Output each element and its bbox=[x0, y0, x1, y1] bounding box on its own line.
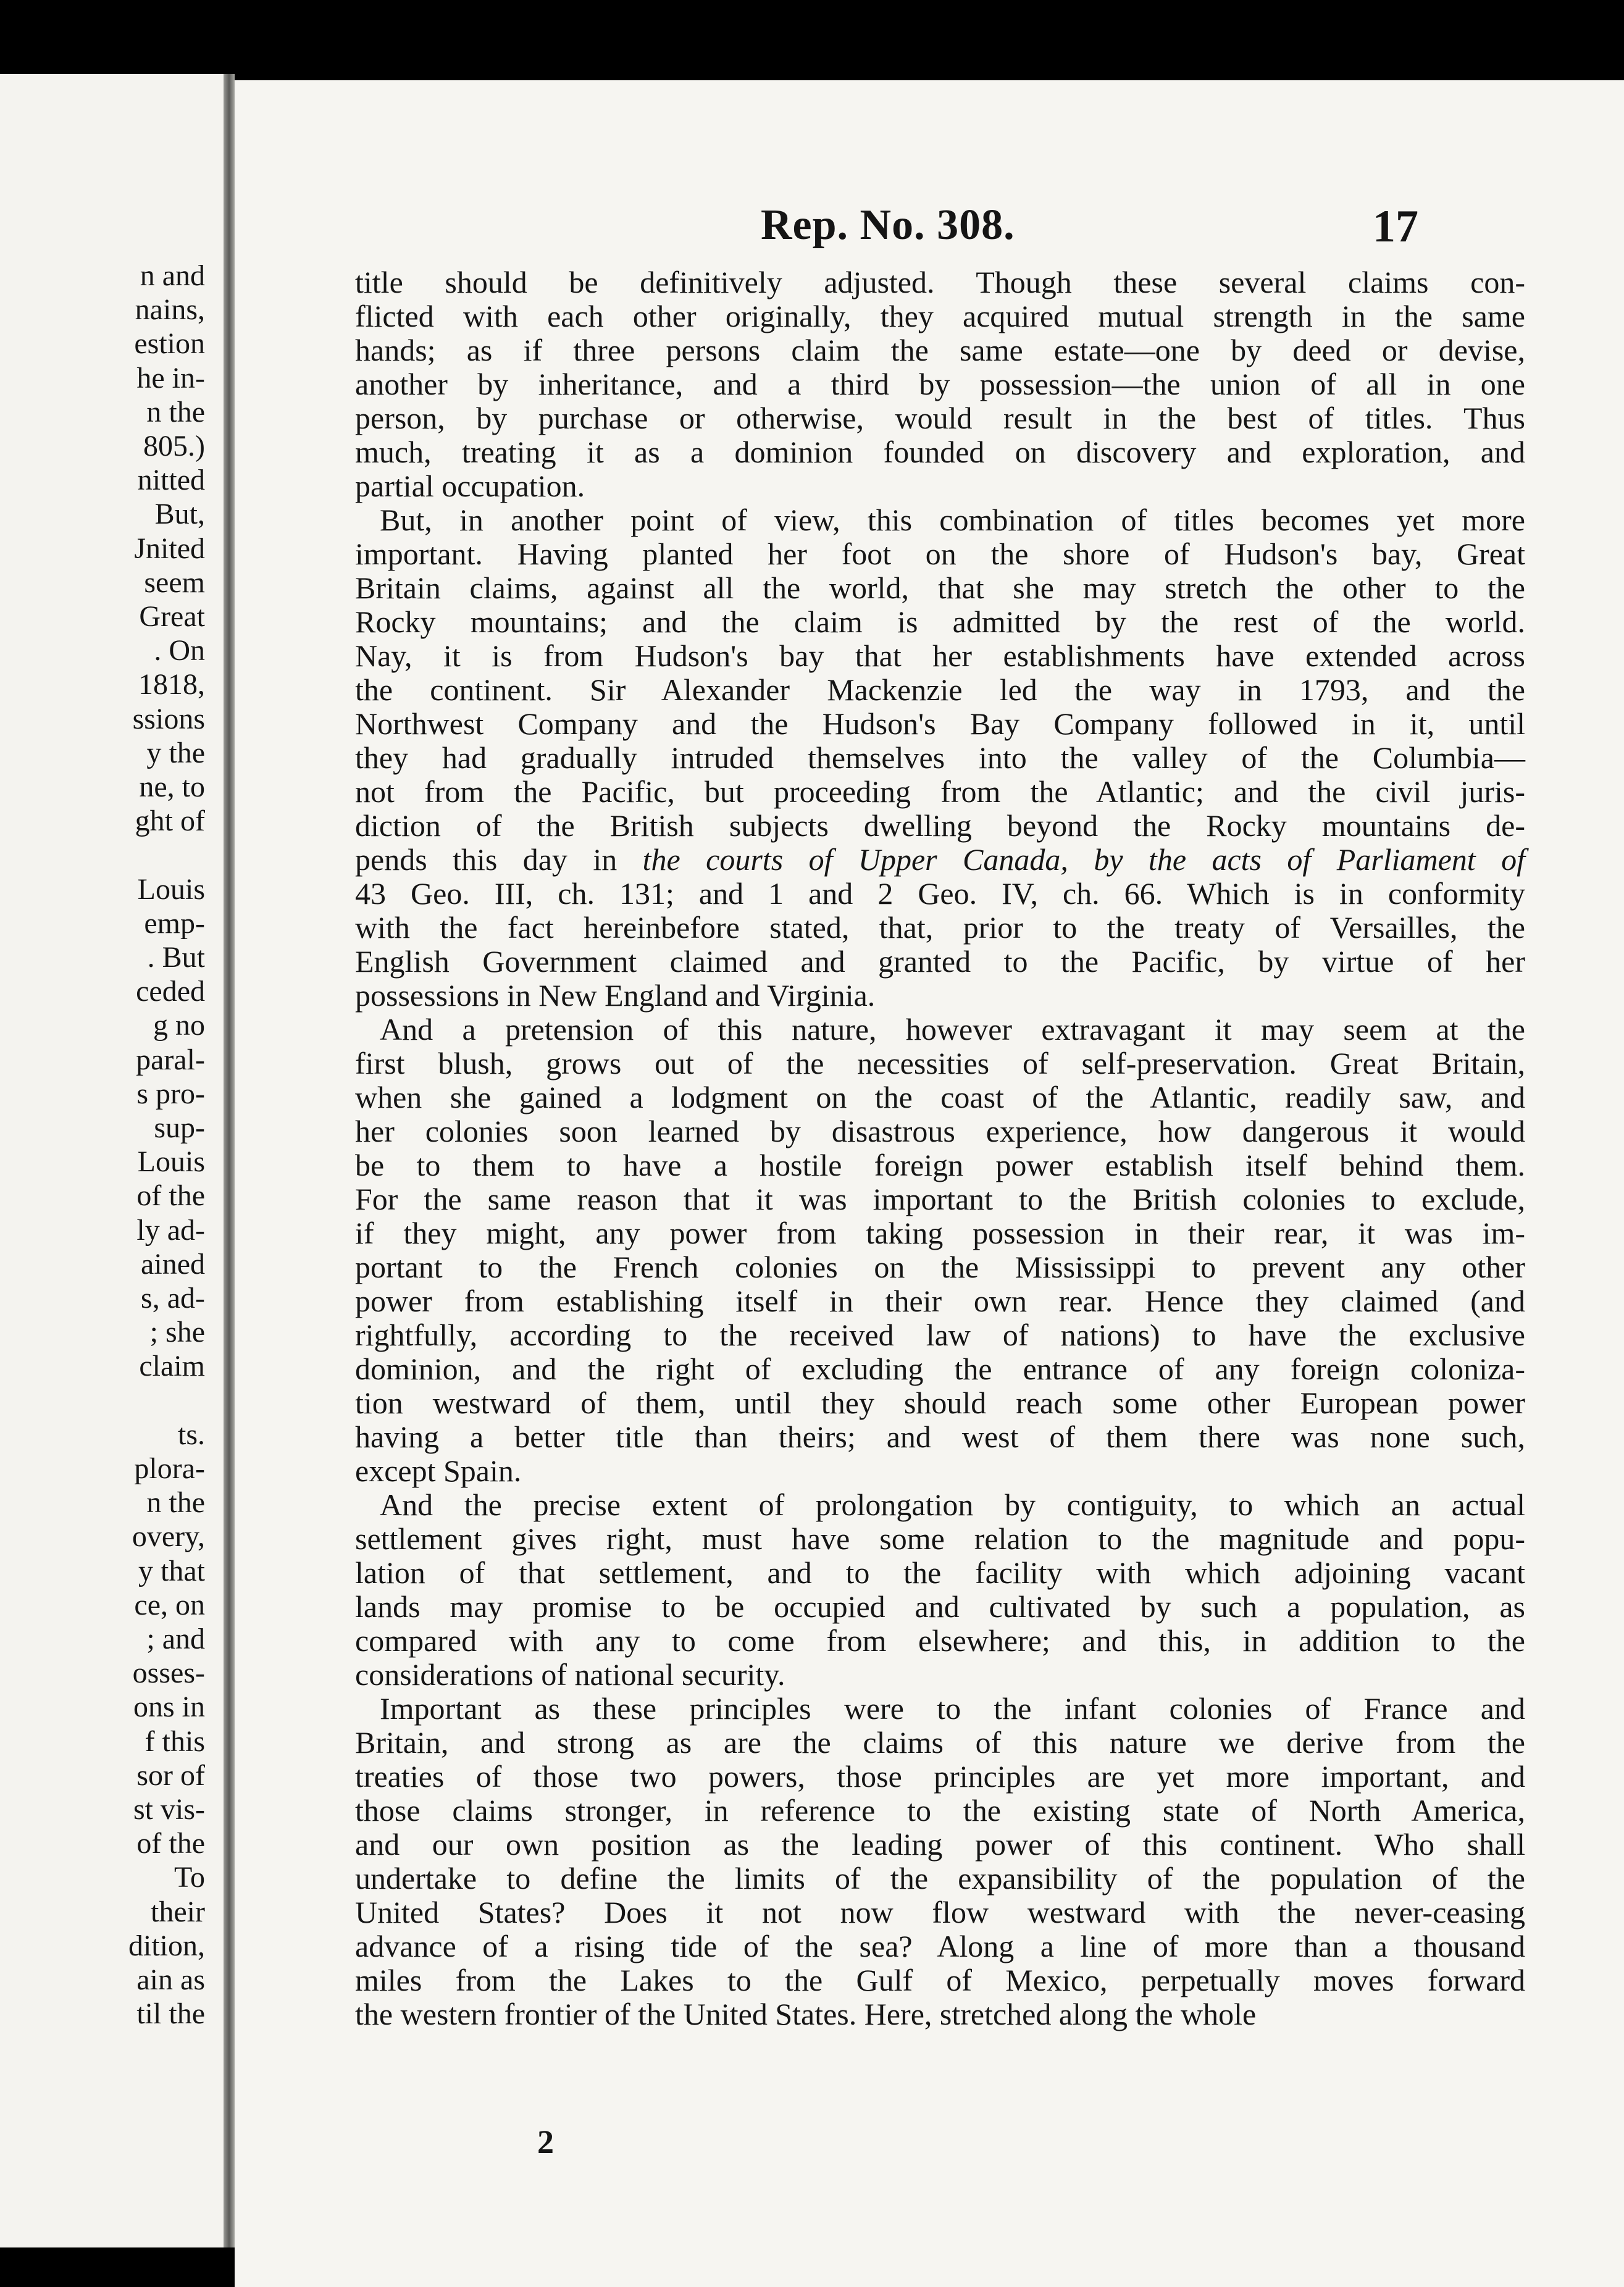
text-line: title should be definitively adjusted. Though these several claims con- bbox=[355, 265, 1525, 299]
left-page-line: . But bbox=[147, 941, 205, 974]
left-page-line: f this bbox=[144, 1725, 205, 1758]
text-line: with the fact hereinbefore stated, that, prior to the treaty of Versailles, the bbox=[355, 910, 1525, 945]
text-line: Britain, and strong as are the claims of this nature we derive from the bbox=[355, 1725, 1525, 1760]
text-line: lands may promise to be occupied and cultivated by such a population, as bbox=[355, 1589, 1525, 1624]
left-page-line: 805.) bbox=[143, 430, 205, 462]
text-line: power from establishing itself in their own rear. Hence they claimed (and bbox=[355, 1284, 1525, 1318]
left-page-line: emp- bbox=[144, 906, 205, 940]
left-page-line: he in- bbox=[136, 361, 205, 395]
left-page-line: of the bbox=[136, 1827, 205, 1860]
text-line: important. Having planted her foot on the shore of Hudson's bay, Great bbox=[355, 537, 1525, 571]
left-page-line: dition, bbox=[128, 1929, 205, 1962]
left-page-line: ceded bbox=[136, 975, 205, 1008]
right-page bbox=[235, 80, 1624, 2287]
text-line: rightfully, according to the received law of nations) to have the exclusive bbox=[355, 1318, 1525, 1352]
page-header bbox=[235, 201, 1624, 256]
left-page-line: til the bbox=[136, 1997, 205, 2031]
left-page-line: ly ad- bbox=[136, 1213, 205, 1247]
text-line: when she gained a lodgment on the coast of the Atlantic, readily saw, and bbox=[355, 1080, 1525, 1114]
left-page-line: overy, bbox=[132, 1520, 205, 1553]
left-page-line: st vis- bbox=[133, 1793, 205, 1826]
left-page-line: osses- bbox=[132, 1657, 205, 1690]
left-page-line: n the bbox=[146, 395, 205, 429]
paragraph bbox=[355, 1488, 1525, 1692]
text-line: partial occupation. bbox=[355, 469, 585, 503]
left-page-line: n the bbox=[146, 1486, 205, 1520]
italic-citation: the courts of Upper Canada, by the acts of Parliament of bbox=[642, 842, 1525, 877]
text-line: if they might, any power from taking possession in their rear, it was im- bbox=[355, 1216, 1525, 1250]
left-page-line: But, bbox=[154, 498, 205, 531]
text-line: Britain claims, against all the world, that she may stretch the other to the bbox=[355, 571, 1525, 605]
text-line: tion westward of them, until they should reach some other European power bbox=[355, 1386, 1525, 1420]
text-line: possessions in New England and Virginia. bbox=[355, 978, 876, 1013]
left-page-line: ce, on bbox=[134, 1588, 205, 1621]
left-page-line: ssions bbox=[132, 702, 205, 735]
text-line: Rocky mountains; and the claim is admitted by the rest of the world. bbox=[355, 604, 1525, 639]
book-gutter bbox=[224, 74, 235, 2247]
left-page-fragment bbox=[0, 74, 224, 2247]
text-line: undertake to define the limits of the expansibility of the population of the bbox=[355, 1861, 1525, 1896]
text-line: 43 Geo. III, ch. 131; and 1 and 2 Geo. IV, ch. 66. Which is in conformity bbox=[355, 876, 1525, 911]
text-line bbox=[355, 843, 1525, 877]
left-page-line: of the bbox=[136, 1179, 205, 1213]
text-line: considerations of national security. bbox=[355, 1657, 785, 1692]
left-page-line: ; she bbox=[149, 1316, 205, 1349]
text-line: And a pretension of this nature, however extravagant it may seem at the bbox=[380, 1012, 1525, 1047]
text-line: first blush, grows out of the necessities of self-preservation. Great Britain, bbox=[355, 1046, 1525, 1081]
text-line: much, treating it as a dominion founded on discovery and exploration, and bbox=[355, 435, 1525, 469]
text-segment: pends this day in bbox=[355, 842, 643, 877]
text-line: not from the Pacific, but proceeding from the Atlantic; and the civil juris- bbox=[355, 774, 1525, 809]
paragraph bbox=[355, 503, 1525, 1013]
paragraph bbox=[355, 1013, 1525, 1488]
left-page-line: 1818, bbox=[138, 668, 205, 701]
text-line: dominion, and the right of excluding the entrance of any foreign coloniza- bbox=[355, 1352, 1525, 1386]
left-page-line: ained bbox=[141, 1247, 205, 1281]
text-line: advance of a rising tide of the sea? Along a line of more than a thousand bbox=[355, 1929, 1525, 1963]
left-page-line: paral- bbox=[136, 1043, 205, 1076]
text-line: treaties of those two powers, those principles are yet more important, and bbox=[355, 1759, 1525, 1794]
left-page-line: n and bbox=[140, 259, 205, 292]
body-text bbox=[355, 265, 1525, 2031]
left-page-line: y the bbox=[146, 736, 205, 769]
text-line: the western frontier of the United States. Here, stretched along the whole bbox=[355, 1997, 1257, 2031]
left-page-line: y that bbox=[138, 1554, 205, 1587]
left-page-line: nains, bbox=[135, 293, 205, 327]
text-line: settlement gives right, must have some relation to the magnitude and popu- bbox=[355, 1521, 1525, 1556]
left-page-line: sup- bbox=[154, 1111, 205, 1144]
left-page-line: ain as bbox=[136, 1963, 205, 1996]
left-page-line: nitted bbox=[137, 464, 205, 497]
text-line: they had gradually intruded themselves into the valley of the Columbia— bbox=[355, 740, 1525, 775]
left-page-line: ons in bbox=[133, 1691, 205, 1724]
text-line: her colonies soon learned by disastrous experience, how dangerous it would bbox=[355, 1114, 1525, 1148]
left-page-line: their bbox=[151, 1895, 205, 1928]
text-line: hands; as if three persons claim the same estate—one by deed or devise, bbox=[355, 333, 1525, 367]
text-line: the continent. Sir Alexander Mackenzie led the way in 1793, and the bbox=[355, 672, 1525, 707]
left-page-line: To bbox=[174, 1861, 205, 1894]
left-page-line: g no bbox=[153, 1009, 205, 1042]
text-line: For the same reason that it was important to the British colonies to exclude, bbox=[355, 1182, 1525, 1216]
left-page-line: Louis bbox=[137, 872, 205, 906]
text-line: diction of the British subjects dwelling beyond the Rocky mountains de- bbox=[355, 808, 1525, 843]
page-number: 17 bbox=[1373, 201, 1418, 252]
text-line: another by inheritance, and a third by possession—the union of all in one bbox=[355, 367, 1525, 401]
text-line: having a better title than theirs; and west of them there was none such, bbox=[355, 1419, 1525, 1454]
text-line: portant to the French colonies on the Mississippi to prevent any other bbox=[355, 1250, 1525, 1284]
left-page-line: seem bbox=[144, 566, 205, 599]
left-page-line: s, ad- bbox=[141, 1282, 205, 1315]
left-page-line: estion bbox=[134, 327, 205, 361]
left-page-line: claim bbox=[139, 1350, 205, 1383]
report-number: Rep. No. 308. bbox=[761, 201, 1015, 249]
left-page-line: ; and bbox=[146, 1623, 205, 1655]
text-line: Northwest Company and the Hudson's Bay Company followed in it, until bbox=[355, 706, 1525, 741]
left-page-line: Louis bbox=[137, 1145, 205, 1179]
text-line: except Spain. bbox=[355, 1453, 522, 1488]
left-page-line: Jnited bbox=[134, 532, 205, 565]
text-line: English Government claimed and granted to the Pacific, by virtue of her bbox=[355, 944, 1525, 979]
text-line: But, in another point of view, this combination of titles becomes yet more bbox=[380, 503, 1525, 537]
text-line: compared with any to come from elsewhere; and this, in addition to the bbox=[355, 1623, 1525, 1658]
paragraph bbox=[355, 265, 1525, 503]
text-line: and our own position as the leading power of this continent. Who shall bbox=[355, 1827, 1525, 1862]
left-page-line: ts. bbox=[177, 1418, 205, 1451]
text-line: be to them to have a hostile foreign power establish itself behind them. bbox=[355, 1148, 1525, 1182]
left-page-line: Great bbox=[139, 600, 205, 633]
left-page-line: plora- bbox=[134, 1452, 205, 1485]
text-line: miles from the Lakes to the Gulf of Mexico, perpetually moves forward bbox=[355, 1963, 1525, 1997]
text-line: lation of that settlement, and to the facility with which adjoining vacant bbox=[355, 1555, 1525, 1590]
text-line: those claims stronger, in reference to the existing state of North America, bbox=[355, 1793, 1525, 1828]
text-line: flicted with each other originally, they acquired mutual strength in the same bbox=[355, 299, 1525, 333]
text-line: Important as these principles were to the infant colonies of France and bbox=[380, 1691, 1525, 1726]
left-page-line: s pro- bbox=[136, 1077, 205, 1110]
text-line: person, by purchase or otherwise, would result in the best of titles. Thus bbox=[355, 401, 1525, 435]
signature-mark: 2 bbox=[537, 2123, 554, 2160]
left-page-line: ne, to bbox=[139, 771, 205, 803]
left-page-line: ght of bbox=[135, 805, 205, 838]
text-line: And the precise extent of prolongation by contiguity, to which an actual bbox=[380, 1487, 1525, 1522]
left-page-line: . On bbox=[154, 634, 205, 667]
text-line: United States? Does it not now flow westward with the never-ceasing bbox=[355, 1895, 1525, 1930]
text-line: Nay, it is from Hudson's bay that her establishments have extended across bbox=[355, 638, 1525, 673]
left-page-line: sor of bbox=[136, 1758, 205, 1792]
paragraph bbox=[355, 1692, 1525, 2031]
